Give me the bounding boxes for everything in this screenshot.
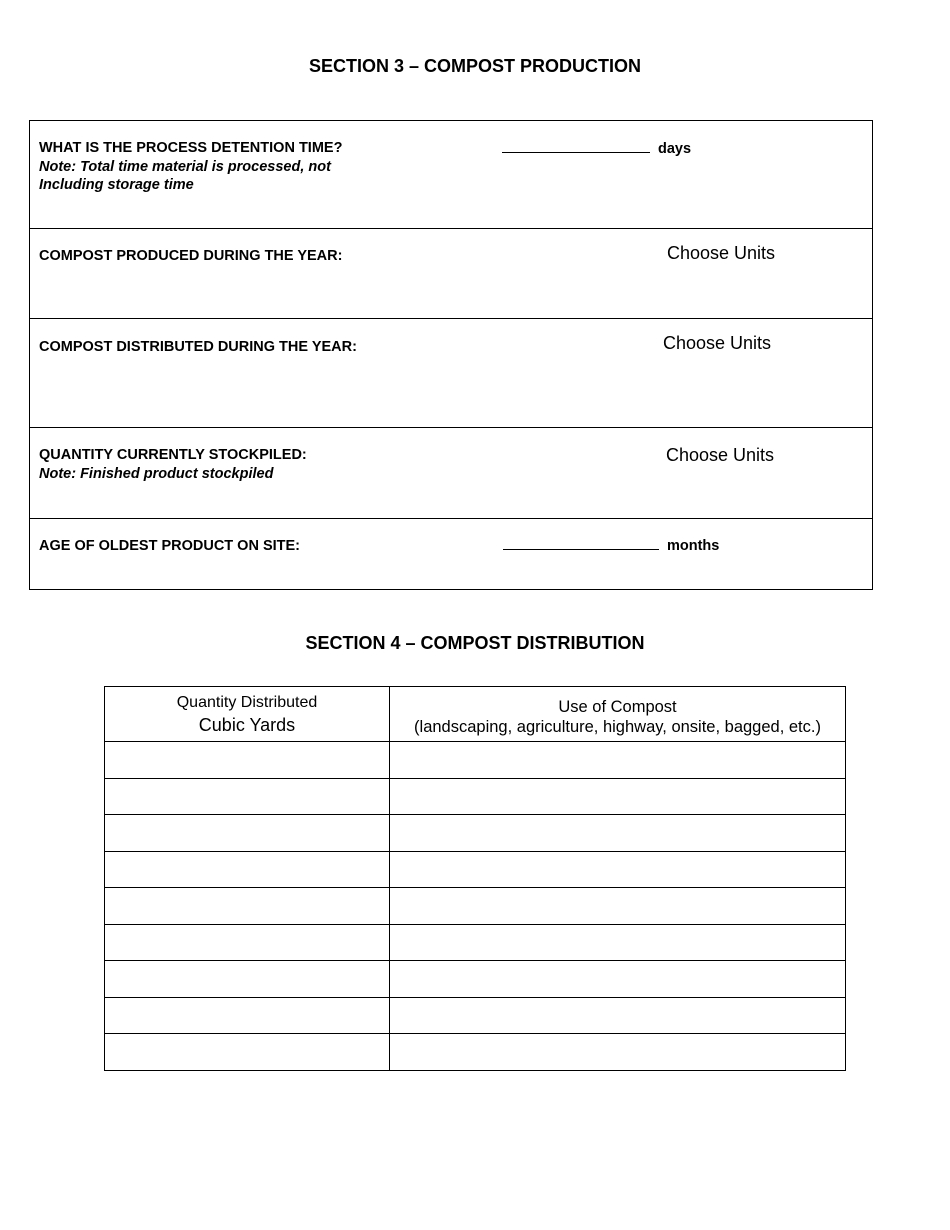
oldest-product-row [30, 519, 872, 589]
detention-time-unit: days [658, 141, 692, 157]
quantity-cell[interactable] [105, 1034, 390, 1071]
table-row [105, 851, 846, 888]
quantity-cell[interactable] [105, 888, 390, 925]
quantity-distributed-label: Quantity Distributed [176, 694, 318, 711]
compost-production-box [29, 120, 873, 590]
table-row [105, 778, 846, 815]
detention-time-label [39, 139, 342, 195]
oldest-product-blank[interactable] [503, 537, 659, 550]
compost-distributed-units-select[interactable]: Choose Units [663, 333, 772, 353]
use-of-compost-examples: (landscaping, agriculture, highway, onsite, bagged, etc.) [414, 718, 821, 736]
table-row [105, 815, 846, 852]
quantity-cell[interactable] [105, 742, 390, 779]
distribution-table [104, 686, 846, 1071]
quantity-distributed-header [105, 687, 390, 742]
table-row [105, 924, 846, 961]
use-cell[interactable] [390, 851, 846, 888]
use-cell[interactable] [390, 778, 846, 815]
use-cell[interactable] [390, 961, 846, 998]
table-row [105, 888, 846, 925]
quantity-cell[interactable] [105, 778, 390, 815]
distribution-header-row [105, 687, 846, 742]
use-of-compost-label: Use of Compost [558, 698, 677, 716]
use-cell[interactable] [390, 924, 846, 961]
detention-time-note-1: Note: Total time material is processed, not [39, 158, 331, 175]
quantity-cell[interactable] [105, 815, 390, 852]
detention-time-field[interactable] [502, 140, 691, 157]
use-cell[interactable] [390, 742, 846, 779]
use-cell[interactable] [390, 815, 846, 852]
use-of-compost-header [390, 687, 846, 742]
table-row [105, 961, 846, 998]
detention-time-row [30, 121, 872, 229]
oldest-product-unit: months [667, 538, 720, 554]
compost-distributed-label: COMPOST DISTRIBUTED DURING THE YEAR: [39, 339, 357, 355]
detention-time-blank[interactable] [502, 140, 650, 153]
quantity-cell[interactable] [105, 961, 390, 998]
cubic-yards-label: Cubic Yards [198, 715, 296, 735]
stockpiled-row [30, 428, 872, 519]
use-cell[interactable] [390, 1034, 846, 1071]
compost-produced-label: COMPOST PRODUCED DURING THE YEAR: [39, 248, 343, 264]
compost-produced-units-select[interactable]: Choose Units [667, 243, 776, 263]
use-cell[interactable] [390, 888, 846, 925]
stockpiled-note: Note: Finished product stockpiled [39, 465, 274, 482]
detention-time-note-2: Including storage time [39, 177, 194, 193]
detention-time-question: WHAT IS THE PROCESS DETENTION TIME? [39, 140, 343, 156]
stockpiled-units-select[interactable]: Choose Units [666, 445, 775, 465]
table-row [105, 1034, 846, 1071]
table-row [105, 997, 846, 1034]
quantity-cell[interactable] [105, 851, 390, 888]
stockpiled-label [39, 446, 307, 483]
stockpiled-question: QUANTITY CURRENTLY STOCKPILED: [39, 447, 307, 463]
table-row [105, 742, 846, 779]
compost-produced-row [30, 229, 872, 319]
quantity-cell[interactable] [105, 997, 390, 1034]
oldest-product-field[interactable] [503, 537, 719, 554]
use-cell[interactable] [390, 997, 846, 1034]
section-4-title: SECTION 4 – COMPOST DISTRIBUTION [305, 633, 645, 653]
compost-distributed-row [30, 319, 872, 428]
quantity-cell[interactable] [105, 924, 390, 961]
section-3-title: SECTION 3 – COMPOST PRODUCTION [308, 56, 642, 76]
oldest-product-label: AGE OF OLDEST PRODUCT ON SITE: [39, 538, 301, 554]
